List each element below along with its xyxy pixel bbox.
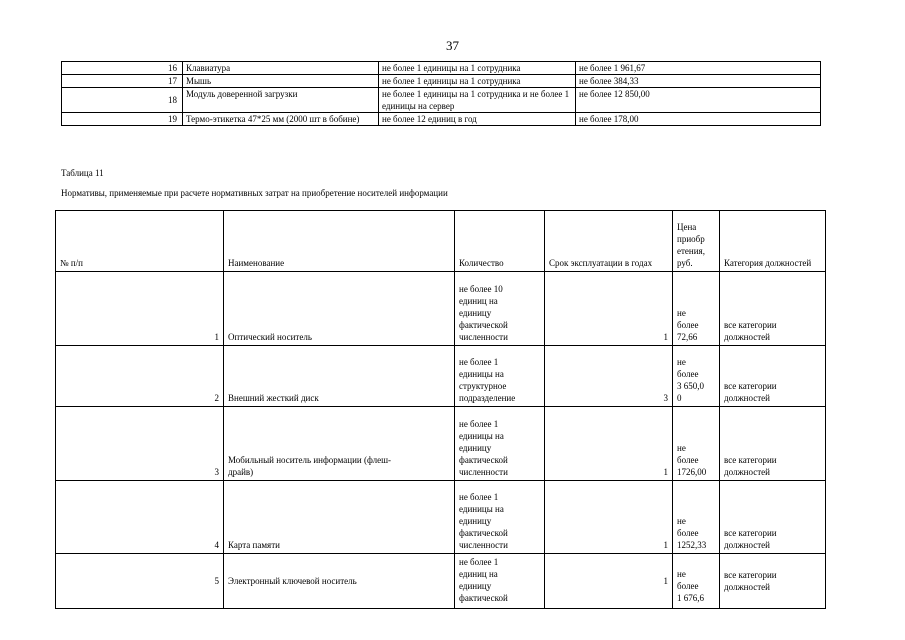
table-header-row bbox=[56, 211, 826, 272]
header-name: Наименование bbox=[224, 211, 455, 272]
page-number: 37 bbox=[446, 38, 459, 53]
item-price: не более 3 650,0 0 bbox=[673, 346, 720, 407]
table-row bbox=[56, 272, 826, 346]
item-name: Термо-этикетка 47*25 мм (2000 шт в бобине) bbox=[183, 113, 379, 126]
item-name: Карта памяти bbox=[224, 481, 455, 554]
table-row bbox=[56, 407, 826, 481]
item-name: Мобильный носитель информации (флеш- драйв) bbox=[224, 407, 455, 481]
item-name: Внешний жесткий диск bbox=[224, 346, 455, 407]
item-quantity: не более 1 единицы на 1 сотрудника bbox=[379, 62, 576, 75]
item-quantity: не более 1 единицы на 1 сотрудника и не более 1 единицы на сервер bbox=[379, 88, 576, 113]
item-name: Клавиатура bbox=[183, 62, 379, 75]
item-name: Модуль доверенной загрузки bbox=[183, 88, 379, 113]
row-number: 4 bbox=[56, 481, 224, 554]
header-quantity: Количество bbox=[455, 211, 545, 272]
table-row bbox=[62, 75, 821, 88]
item-quantity: не более 1 единицы на 1 сотрудника bbox=[379, 75, 576, 88]
item-quantity: не более 1 единиц на единицу фактической bbox=[455, 554, 545, 609]
header-price: Цена приобр етения, руб. bbox=[673, 211, 720, 272]
item-quantity: не более 1 единицы на единицу фактической численности bbox=[455, 481, 545, 554]
row-number: 1 bbox=[56, 272, 224, 346]
table-description: Нормативы, применяемые при расчете нормативных затрат на приобретение носителей информации bbox=[61, 188, 448, 198]
item-category: все категории должностей bbox=[720, 346, 826, 407]
item-quantity: не более 12 единиц в год bbox=[379, 113, 576, 126]
table-row bbox=[62, 62, 821, 75]
row-number: 19 bbox=[62, 113, 183, 126]
item-category: все категории должностей bbox=[720, 554, 826, 609]
item-price: не более 384,33 bbox=[576, 75, 821, 88]
item-price: не более 1726,00 bbox=[673, 407, 720, 481]
item-price: не более 1 961,67 bbox=[576, 62, 821, 75]
item-name: Оптический носитель bbox=[224, 272, 455, 346]
row-number: 5 bbox=[56, 554, 224, 609]
row-number: 2 bbox=[56, 346, 224, 407]
row-number: 3 bbox=[56, 407, 224, 481]
table-row bbox=[56, 346, 826, 407]
table-row bbox=[62, 113, 821, 126]
media-norms-table bbox=[55, 210, 826, 609]
item-price: не более 72,66 bbox=[673, 272, 720, 346]
item-price: не более 1252,33 bbox=[673, 481, 720, 554]
item-term: 1 bbox=[545, 481, 673, 554]
item-category: все категории должностей bbox=[720, 272, 826, 346]
header-term: Срок эксплуатации в годах bbox=[545, 211, 673, 272]
table-row bbox=[56, 554, 826, 609]
item-term: 3 bbox=[545, 346, 673, 407]
item-quantity: не более 1 единицы на единицу фактической численности bbox=[455, 407, 545, 481]
table-caption: Таблица 11 bbox=[61, 168, 104, 178]
item-price: не более 1 676,6 bbox=[673, 554, 720, 609]
item-quantity: не более 10 единиц на единицу фактической численности bbox=[455, 272, 545, 346]
row-number: 18 bbox=[62, 88, 183, 113]
item-quantity: не более 1 единицы на структурное подразделение bbox=[455, 346, 545, 407]
header-category: Категория должностей bbox=[720, 211, 826, 272]
row-number: 17 bbox=[62, 75, 183, 88]
item-price: не более 12 850,00 bbox=[576, 88, 821, 113]
table-row bbox=[62, 88, 821, 113]
item-term: 1 bbox=[545, 272, 673, 346]
top-table bbox=[61, 61, 821, 126]
table-row bbox=[56, 481, 826, 554]
item-term: 1 bbox=[545, 554, 673, 609]
item-name: Мышь bbox=[183, 75, 379, 88]
item-term: 1 bbox=[545, 407, 673, 481]
item-price: не более 178,00 bbox=[576, 113, 821, 126]
item-category: все категории должностей bbox=[720, 407, 826, 481]
item-category: все категории должностей bbox=[720, 481, 826, 554]
item-name: Электронный ключевой носитель bbox=[224, 554, 455, 609]
row-number: 16 bbox=[62, 62, 183, 75]
header-number: № п/п bbox=[56, 211, 224, 272]
